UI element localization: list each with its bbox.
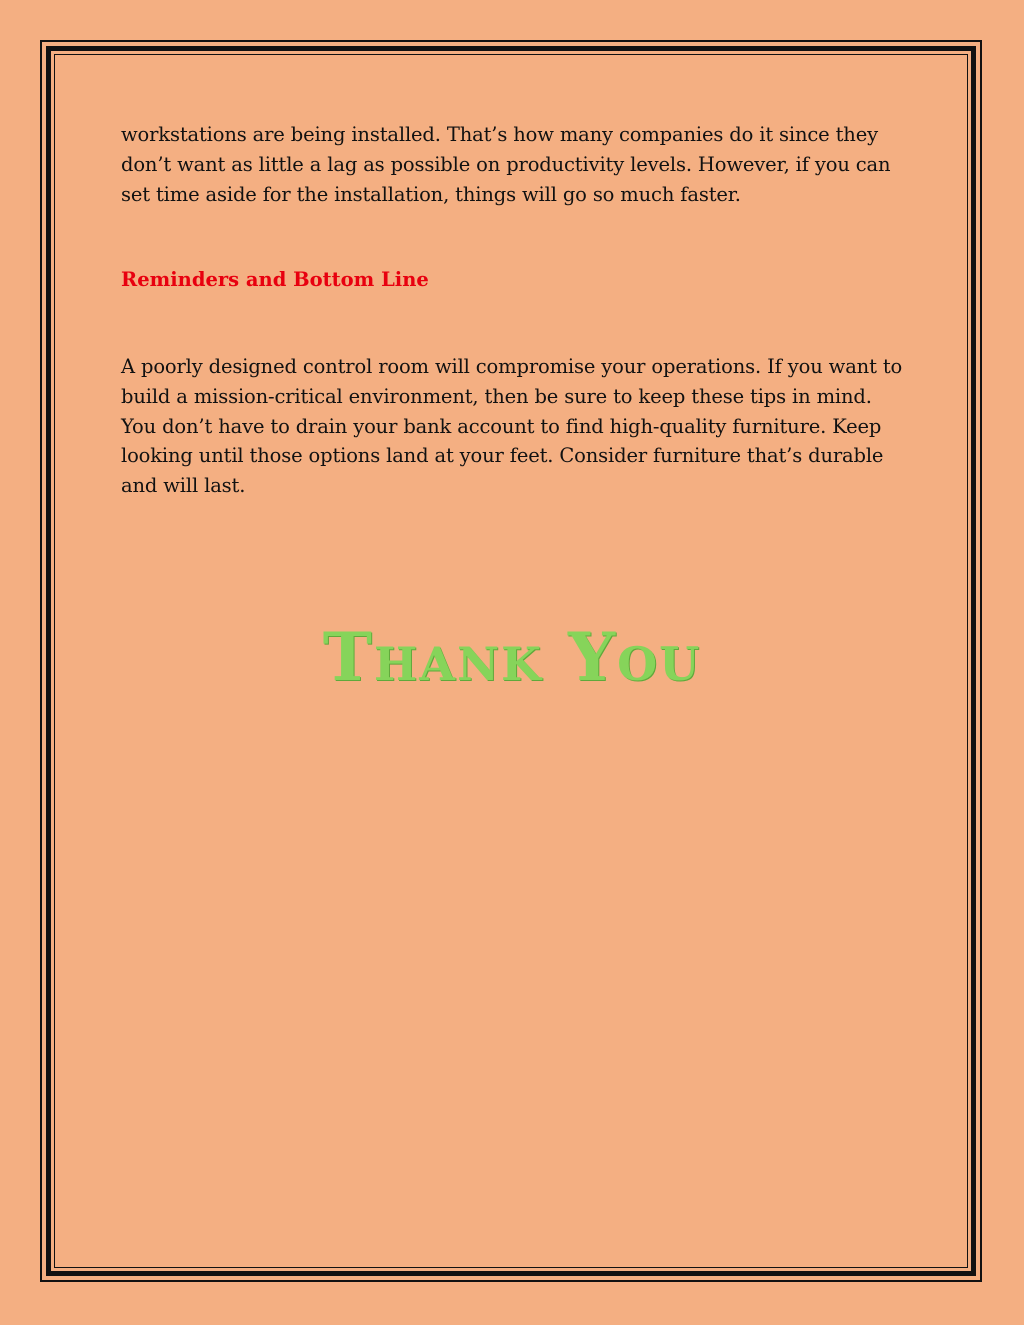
body-paragraph: A poorly designed control room will compromise your operations. If you want to build a mission-critical environment, then be sure to keep these tips in mind. You don’t have to drain your bank account to find high-quality furniture. Keep looking until those options land at your feet. Consider furniture that’s durable and will last. [121, 355, 903, 498]
section-heading: Reminders and Bottom Line [121, 268, 429, 291]
thank-you-title: Thank You [322, 618, 702, 696]
body-paragraph: workstations are being installed. That’s how many companies do it since they don’t want as little a lag as possible on productivity levels. However, if you can set time aside for the installation, things will go so much faster. [121, 123, 891, 206]
